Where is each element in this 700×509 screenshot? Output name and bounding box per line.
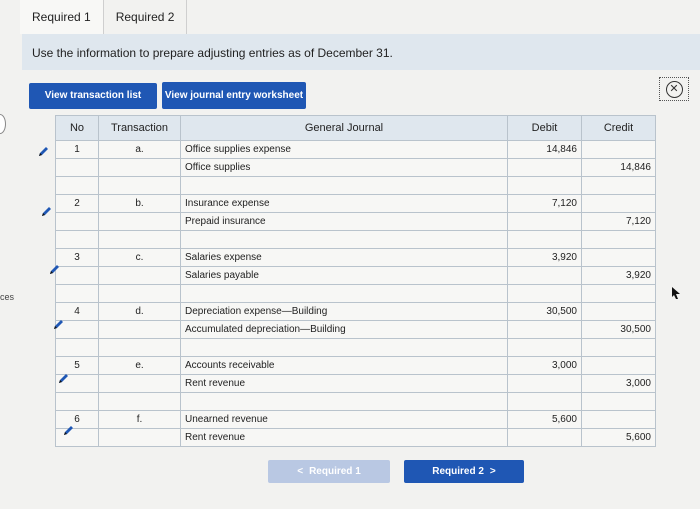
debit-account[interactable]: Unearned revenue	[181, 411, 508, 429]
table-row	[56, 375, 656, 393]
table-row	[56, 303, 656, 321]
debit-account[interactable]: Depreciation expense—Building	[181, 303, 508, 321]
chevron-left-icon: <	[297, 466, 304, 477]
side-tab-handle[interactable]	[0, 114, 6, 134]
col-header-general-journal: General Journal	[181, 116, 508, 141]
debit-amount[interactable]: 30,500	[508, 303, 582, 321]
table-row	[56, 393, 656, 411]
table-row	[56, 339, 656, 357]
table-row	[56, 357, 656, 375]
edit-pencil-icon[interactable]	[63, 424, 75, 436]
credit-account[interactable]: Rent revenue	[181, 375, 508, 393]
next-required-2-button[interactable]	[404, 460, 524, 483]
table-row	[56, 411, 656, 429]
credit-account[interactable]: Rent revenue	[181, 429, 508, 447]
edit-pencil-icon[interactable]	[49, 263, 61, 275]
debit-account[interactable]: Accounts receivable	[181, 357, 508, 375]
credit-amount[interactable]: 14,846	[582, 159, 656, 177]
entry-transaction: b.	[99, 195, 181, 213]
debit-amount[interactable]: 3,920	[508, 249, 582, 267]
view-journal-worksheet-button[interactable]: View journal entry worksheet	[162, 82, 306, 109]
credit-account[interactable]: Prepaid insurance	[181, 213, 508, 231]
table-row	[56, 429, 656, 447]
entry-no: 4	[56, 303, 99, 321]
credit-account[interactable]: Salaries payable	[181, 267, 508, 285]
entry-no: 1	[56, 141, 99, 159]
credit-account[interactable]: Accumulated depreciation—Building	[181, 321, 508, 339]
col-header-no: No	[56, 116, 99, 141]
tab-bar	[20, 0, 187, 34]
entry-no: 3	[56, 249, 99, 267]
left-edge-text: ces	[0, 292, 15, 302]
chevron-right-icon: >	[489, 466, 496, 477]
journal-table	[55, 115, 656, 447]
entry-no: 5	[56, 357, 99, 375]
entry-transaction: c.	[99, 249, 181, 267]
view-transaction-list-button[interactable]: View transaction list	[29, 83, 157, 109]
debit-account[interactable]: Salaries expense	[181, 249, 508, 267]
entry-transaction: d.	[99, 303, 181, 321]
table-row	[56, 249, 656, 267]
table-row	[56, 321, 656, 339]
tab-required-1[interactable]: Required 1	[20, 0, 104, 34]
entry-transaction: e.	[99, 357, 181, 375]
col-header-transaction: Transaction	[99, 116, 181, 141]
debit-amount-empty[interactable]	[508, 159, 582, 177]
entry-no: 2	[56, 195, 99, 213]
debit-amount[interactable]: 3,000	[508, 357, 582, 375]
entry-transaction: f.	[99, 411, 181, 429]
table-row	[56, 285, 656, 303]
table-header-row	[56, 116, 656, 141]
table-row	[56, 231, 656, 249]
credit-amount[interactable]: 3,920	[582, 267, 656, 285]
entry-transaction: a.	[99, 141, 181, 159]
credit-amount[interactable]: 30,500	[582, 321, 656, 339]
table-row	[56, 195, 656, 213]
debit-amount[interactable]: 5,600	[508, 411, 582, 429]
next-label: Required 2	[432, 466, 484, 477]
col-header-credit: Credit	[582, 116, 656, 141]
prev-required-1-button[interactable]	[268, 460, 390, 483]
entry-no: 6	[56, 411, 99, 429]
credit-amount-empty[interactable]	[582, 141, 656, 159]
table-row	[56, 177, 656, 195]
table-row	[56, 213, 656, 231]
prev-label: Required 1	[309, 466, 361, 477]
debit-account[interactable]: Office supplies expense	[181, 141, 508, 159]
credit-amount[interactable]: 7,120	[582, 213, 656, 231]
close-icon: ✕	[666, 81, 683, 98]
close-button[interactable]	[659, 77, 689, 101]
col-header-debit: Debit	[508, 116, 582, 141]
credit-amount[interactable]: 5,600	[582, 429, 656, 447]
table-row	[56, 267, 656, 285]
debit-account[interactable]: Insurance expense	[181, 195, 508, 213]
instructions-text: Use the information to prepare adjusting entries as of December 31.	[32, 46, 393, 60]
tab-required-2[interactable]: Required 2	[104, 0, 188, 34]
edit-pencil-icon[interactable]	[58, 372, 70, 384]
table-row	[56, 141, 656, 159]
edit-pencil-icon[interactable]	[41, 205, 53, 217]
credit-account[interactable]: Office supplies	[181, 159, 508, 177]
mouse-cursor-icon	[670, 286, 682, 300]
edit-pencil-icon[interactable]	[53, 318, 65, 330]
credit-amount[interactable]: 3,000	[582, 375, 656, 393]
edit-pencil-icon[interactable]	[38, 145, 50, 157]
table-row	[56, 159, 656, 177]
debit-amount[interactable]: 14,846	[508, 141, 582, 159]
debit-amount[interactable]: 7,120	[508, 195, 582, 213]
